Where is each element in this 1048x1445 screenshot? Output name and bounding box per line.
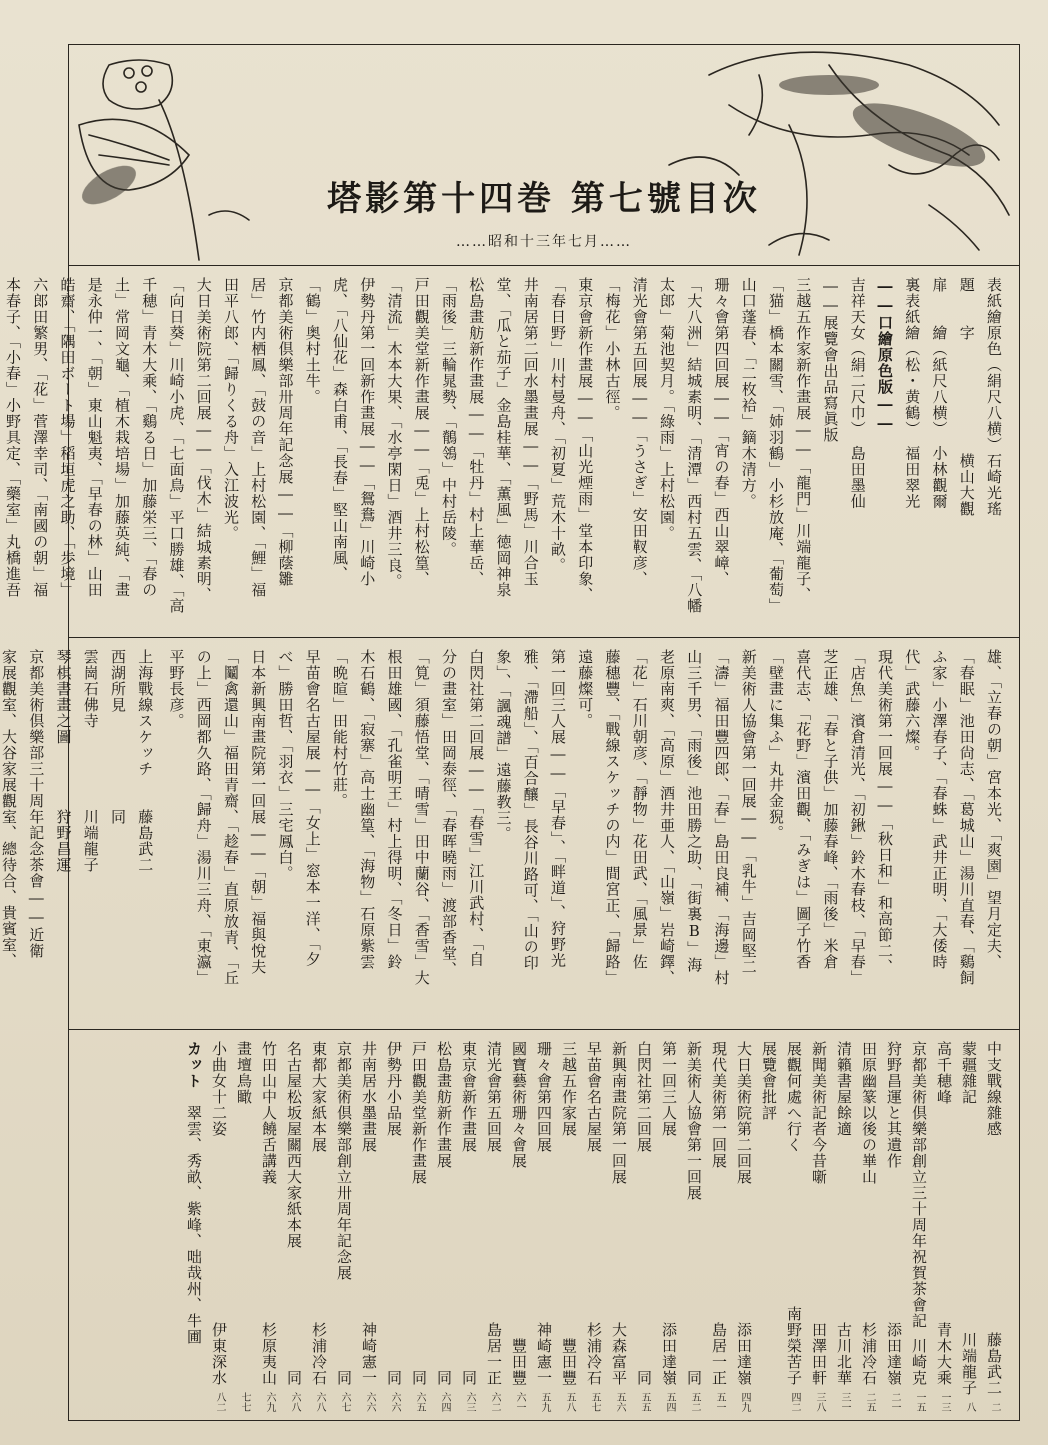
article-page: 五九: [539, 1392, 550, 1412]
article-entry: [309, 1041, 330, 1412]
article-title: 伊勢丹小品展: [385, 1041, 403, 1137]
article-entry: [909, 1041, 930, 1412]
issue-date: ……昭和十三年七月……: [456, 234, 632, 250]
toc-line: 老原南爽、「高原」酒井亜人、「山嶺」岩崎鐸、: [658, 649, 676, 986]
article-author: 杉浦冷石: [585, 1322, 603, 1386]
toc-line: 西湖所見 同: [109, 649, 127, 825]
toc-line: 「向日葵」川崎小虎、「七面鳥」平口勝雄、「高: [167, 277, 186, 614]
article-title: 東都大家紙本展: [310, 1041, 328, 1153]
article-author: 同: [460, 1370, 478, 1386]
toc-line: ふ家」小澤春子、「春蛛」武井正明、「大倭時: [930, 649, 949, 970]
article-page: 八: [964, 1402, 975, 1412]
toc-line: 山口蓬春、「二枚袷」鏑木清方。: [739, 277, 758, 510]
article-entry: [934, 1041, 955, 1412]
article-page: 六二: [489, 1392, 500, 1412]
toc-line: 早苗會名古屋展――「女上」窓本一洋、「夕: [303, 649, 322, 968]
toc-line: 六郎田繁男、「花」菅澤幸司、「南國の朝」福: [31, 277, 50, 598]
toc-line: 堂、「瓜と茄子」金島桂華、「薫風」徳岡神泉: [494, 277, 513, 598]
section-cover-and-plates: [4, 267, 1019, 638]
article-author: 杉浦冷石: [860, 1322, 878, 1386]
toc-line: 大日美術院第二回展――「伐木」結城素明、: [194, 277, 213, 603]
toc-line: 家展觀室、大谷家展觀室、總待合、貴賓室、: [0, 649, 18, 969]
article-page: 五一: [714, 1392, 725, 1412]
article-entry: [784, 1041, 805, 1412]
toc-line: 雄、「立春の朝」宮本光、「爽園」望月定夫、: [985, 649, 1003, 970]
article-page: 六七: [339, 1392, 350, 1412]
article-entry: [859, 1041, 880, 1412]
article-page: 七七: [239, 1392, 250, 1412]
article-page: 一五: [914, 1392, 925, 1412]
article-author: 添田達嶺: [660, 1322, 678, 1386]
toc-line: 松島畫舫新作畫展――「牡丹」村上華岳、: [467, 277, 486, 587]
toc-line: 「猫」橋本關雪、「姉羽鶴」小杉放庵、「葡萄」: [767, 277, 785, 614]
toc-line: 「店魚」濱倉清光、「初鍬」鈴木春枝、「早春」: [848, 649, 867, 986]
toc-line: 「春日野」川村曼舟、「初夏」荒木十畝。: [549, 277, 567, 574]
article-page: 六六: [389, 1392, 400, 1412]
article-author: 神崎憲一: [360, 1322, 378, 1386]
article-entry: [759, 1041, 780, 1412]
article-title: 新興南畫院第一回展: [610, 1041, 628, 1185]
toc-line: 「筧」須藤悟堂、「晴雪」田中蘭谷、「香雪」大: [412, 649, 431, 986]
section-plates-continued: [0, 639, 1019, 1030]
article-author: 同: [635, 1370, 653, 1386]
article-entry: [684, 1041, 705, 1412]
article-entry: [284, 1041, 305, 1412]
toc-line: 皓齋、「隅田ボート場」稻垣虎之助、「歩境」: [58, 277, 77, 598]
toc-line: 田平八郎、「歸りくる舟」入江波光。: [222, 277, 240, 542]
article-page: 三一: [839, 1392, 850, 1412]
toc-line: 「濤」福田豐四郎、「春」島田良補、「海邊」村: [712, 649, 731, 986]
article-page: 五二: [689, 1392, 700, 1412]
toc-line: 清光會第五回展――「うさぎ」安田靫彦、: [630, 277, 649, 587]
article-entry: [659, 1041, 680, 1412]
article-entry: [234, 1041, 255, 1412]
toc-line: 白閃社第二回展――「春雪」江川武村、「自: [467, 649, 486, 968]
article-title: 展觀何處へ行く: [785, 1041, 803, 1153]
article-entry: [584, 1041, 605, 1412]
section3-columns: [69, 1031, 1019, 1418]
toc-line: 土」常岡文龜、「植木栽培場」加藤英純、「畫: [113, 277, 131, 598]
article-page: 六八: [314, 1392, 325, 1412]
toc-line: 「花」石川朝彦、「靜物」花田武、「風景」佐: [630, 649, 649, 970]
toc-line: 遠藤燦可。: [576, 649, 595, 729]
toc-line: 代」武藤六燦。: [903, 649, 922, 761]
article-author: 神崎憲一: [535, 1322, 553, 1386]
article-title: 清籟書屋餘適: [835, 1041, 853, 1137]
article-entry: [384, 1041, 405, 1412]
toc-line: 新美術人協會第一回展――「乳牛」吉岡堅二: [739, 649, 758, 975]
toc-line: 居」竹内栖鳳、「鼓の音」上村松園、「鯉」福: [249, 277, 268, 598]
cut-label: カット: [185, 1041, 203, 1089]
article-page: 八二: [214, 1392, 225, 1412]
article-page: 一三: [939, 1392, 950, 1412]
toc-line: 「壁畫に集ふ」丸井金猊。: [767, 649, 785, 841]
toc-line: 「雨後」三輪晁勢、「鶺鴒」中村岳陵。: [440, 277, 458, 558]
header: [69, 45, 1019, 266]
article-title: 清光會第五回展: [485, 1041, 503, 1153]
toc-line: 「鶴」奥村土牛。: [303, 277, 322, 405]
article-author: 豐田豐: [510, 1338, 528, 1386]
article-page: 六三: [464, 1392, 475, 1412]
toc-line: の上」西岡都久路、「歸舟」湯川三舟、「東瀛」: [194, 649, 213, 986]
article-author: 豐田豐: [560, 1338, 578, 1386]
toc-line: 分の畫室」田岡泰徑、「春晖曉雨」渡部香堂、: [440, 649, 458, 978]
article-author: 同: [285, 1370, 303, 1386]
toc-line: 平野長彦。: [167, 649, 186, 729]
article-entry: [609, 1041, 630, 1412]
toc-line: 「梅花」小林古徑。: [603, 277, 622, 421]
toc-line: 日本新興南畫院第一回展――「朝」福與悅夫: [249, 649, 268, 975]
article-page: 五五: [639, 1392, 650, 1412]
article-author: 川崎克: [910, 1338, 928, 1386]
toc-line: べ」勝田哲、「羽衣」三宅鳳白。: [276, 649, 295, 882]
toc-line: 井南居第二回水墨畫展――「野馬」川合玉: [521, 277, 540, 587]
cut-artists: 翠雲、秀畝、紫峰、咄哉州、牛圃: [185, 1089, 203, 1345]
article-title: 白閃社第二回展: [635, 1041, 653, 1153]
article-author: 古川北華: [835, 1322, 853, 1386]
article-title: 東京會新作畫展: [460, 1041, 478, 1153]
toc-line: 現代美術第一回展――「秋日和」和高節二、: [876, 649, 894, 975]
article-title: 畫壇鳥瞰: [235, 1041, 253, 1105]
toc-line: 題 字 横山大觀: [957, 277, 976, 517]
toc-line: ――展覽會出品寫眞版: [821, 277, 840, 443]
toc-line: 太郎」菊池契月。「綠雨」上村松園。: [658, 277, 676, 542]
toc-line: 裏表紙繪（松・黄鶴） 福田翠光: [903, 277, 922, 510]
toc-line: 東京會新作畫展――「山光煙雨」堂本印象、: [576, 277, 595, 603]
article-author: 南野榮苦子: [785, 1306, 803, 1386]
article-entry: [709, 1041, 730, 1412]
article-title: 中支戰線雜感: [985, 1041, 1003, 1137]
article-title: 京都美術倶樂部創立卅周年記念展: [335, 1041, 353, 1281]
article-page: 六八: [289, 1392, 300, 1412]
article-author: 同: [435, 1370, 453, 1386]
article-author: 青木大乘: [935, 1322, 953, 1386]
article-title: 珊々會第四回展: [535, 1041, 553, 1153]
article-entry: [484, 1041, 505, 1412]
toc-line: 「春眠」池田尙志、「葛城山」湯川直春、「鷄飼: [957, 649, 976, 986]
article-author: 島居一正: [710, 1322, 728, 1386]
article-page: 五四: [664, 1392, 675, 1412]
toc-line: 是永仲一、「朝」東山魁夷、「早春の林」山田: [85, 277, 104, 598]
article-page: 六六: [364, 1392, 375, 1412]
toc-line: 第一回三人展――「早春」、「畔道」、狩野光: [549, 649, 567, 969]
article-entry: [259, 1041, 280, 1412]
article-page: 五七: [589, 1392, 600, 1412]
article-entry: [884, 1041, 905, 1412]
article-page: 六四: [439, 1392, 450, 1412]
article-page: 二五: [864, 1392, 875, 1412]
toc-line: 琴棋書畫之圖 狩野昌運: [54, 649, 73, 873]
article-title: 展覽會批評: [760, 1041, 778, 1121]
article-page: 二: [989, 1402, 1000, 1412]
toc-line: 伊勢丹第一回新作畫展――「鴛鴦」川崎小: [358, 277, 377, 587]
article-title: 新聞美術記者今昔噺: [810, 1041, 828, 1185]
article-entry: [359, 1041, 380, 1412]
article-entry: [334, 1041, 355, 1412]
toc-line: 「大八洲」結城素明、「清潭」西村五雲、「八幡: [685, 277, 704, 614]
toc-line: 表紙繪原色（絹尺八横）石崎光瑤: [985, 277, 1003, 517]
article-author: 同: [685, 1370, 703, 1386]
toc-line: 三越五作家新作畫展――「龍門」川端龍子、: [794, 277, 813, 603]
article-entry: [209, 1041, 230, 1412]
article-author: 伊東深水: [210, 1322, 228, 1386]
article-title: 高千穂峰: [935, 1041, 953, 1105]
article-page: 五八: [564, 1392, 575, 1412]
toc-line: 珊々會第四回展――「宵の春」西山翠嶂、: [712, 277, 731, 587]
toc-line: 「晩暄」田能村竹莊。: [331, 649, 349, 809]
article-entry: [834, 1041, 855, 1412]
article-title: 戸田觀美堂新作畫展: [410, 1041, 428, 1185]
toc-line: 上海戰線スケッチ 藤島武二: [136, 649, 155, 873]
toc-line: 千穂」青木大乘、「鷄る日」加藤栄三、「春の: [140, 277, 159, 598]
article-page: 五六: [614, 1392, 625, 1412]
toc-line: 藤穗豐、「戰線スケッチの内」間宮正、「歸路」: [603, 649, 622, 986]
toc-line: 京都美術倶樂部三十周年記念茶會――近衛: [27, 649, 46, 959]
article-author: 大森富平: [610, 1322, 628, 1386]
article-entry: [959, 1041, 980, 1412]
article-title: 京都美術倶樂部創立三十周年祝賀茶會記: [910, 1041, 928, 1329]
article-title: 小曲女十二姿: [210, 1041, 228, 1137]
section2-columns: [0, 639, 1019, 1029]
article-author: 杉浦冷石: [310, 1322, 328, 1386]
article-author: 川端龍子: [960, 1332, 978, 1396]
article-entry: [734, 1041, 755, 1412]
article-entry: [459, 1041, 480, 1412]
article-title: 三越五作家展: [560, 1041, 578, 1137]
toc-line: 芝正雄、「春と子供」加藤春峰、「雨後」米倉: [821, 649, 840, 970]
article-title: 狩野昌運と其遺作: [885, 1041, 903, 1169]
cut-credits: [182, 1041, 205, 1412]
article-page: 二一: [889, 1392, 900, 1412]
article-title: 松島畫舫新作畫展: [435, 1041, 453, 1169]
article-title: 田原幽篆以後の崋山: [860, 1041, 878, 1185]
toc-line: 雲崗石佛寺 川端龍子: [81, 649, 100, 873]
article-entry: [534, 1041, 555, 1412]
issue-title: 塔影第十四巻 第七號目次: [327, 179, 761, 219]
article-author: 同: [385, 1370, 403, 1386]
toc-line: 山三千男、「雨後」池田勝之助、「街裏B」海: [685, 649, 704, 973]
article-author: 島居一正: [485, 1322, 503, 1386]
article-page: 四九: [739, 1392, 750, 1412]
article-title: 井南居水墨畫展: [360, 1041, 378, 1153]
article-title: 蒙疆雜記: [960, 1041, 978, 1105]
section-articles: [69, 1031, 1019, 1418]
article-author: 添田達嶺: [735, 1322, 753, 1386]
article-page: 三八: [814, 1392, 825, 1412]
toc-line: 「清流」木本大果、「水亭閑日」酒井三良。: [385, 277, 404, 590]
section1-columns: [4, 267, 1019, 637]
toc-line: 扉 繪（紙尺八横） 小林觀爾: [930, 277, 949, 510]
toc-line: 京都美術倶樂部卅周年記念展――「柳蔭雛: [276, 277, 295, 587]
article-title: 名古屋松坂屋關西大家紙本展: [285, 1041, 303, 1249]
article-author: 田澤田軒: [810, 1322, 828, 1386]
article-entry: [559, 1041, 580, 1412]
article-page: 六九: [264, 1392, 275, 1412]
article-page: 四二: [789, 1392, 800, 1412]
article-author: 同: [410, 1370, 428, 1386]
toc-line: 根田雄國、「孔雀明王」村上得明、「冬日」鈴: [385, 649, 404, 970]
toc-line: 象」、「諷魂譜」遠藤教三。: [494, 649, 513, 842]
article-author: 藤島武二: [985, 1332, 1003, 1396]
article-entry: [634, 1041, 655, 1412]
toc-line: 虎、「八仙花」森白甫、「長春」堅山南風、: [331, 277, 349, 582]
article-title: 大日美術院第二回展: [735, 1041, 753, 1185]
toc-line: 戸田觀美堂新作畫展――「兎」上村松篁、: [412, 277, 431, 587]
toc-line: 喜代志、「花野」濱田觀、「みぎは」圖子竹香: [794, 649, 813, 970]
article-page: 六一: [514, 1392, 525, 1412]
article-author: 添田達嶺: [885, 1322, 903, 1386]
toc-line: ――口繪原色版――: [876, 277, 894, 433]
article-entry: [809, 1041, 830, 1412]
toc-line: 雅、「滯船」、「百合釀」長谷川路可、「山の印: [521, 649, 540, 971]
toc-line: 「鬮禽還山」福田青齋、「趁春」直原放青、「丘: [222, 649, 240, 986]
article-title: 新美術人協會第一回展: [685, 1041, 703, 1201]
toc-line: 吉祥天女（絹二尺巾） 島田墨仙: [848, 277, 867, 510]
article-entry: [409, 1041, 430, 1412]
article-title: 早苗會名古屋展: [585, 1041, 603, 1153]
article-title: 現代美術第一回展: [710, 1041, 728, 1169]
article-title: 竹田山中人饒舌講義: [260, 1041, 278, 1185]
article-title: 第一回三人展: [660, 1041, 678, 1137]
article-author: 杉原夷山: [260, 1322, 278, 1386]
article-entry: [509, 1041, 530, 1412]
article-page: 六五: [414, 1392, 425, 1412]
article-entry: [984, 1041, 1005, 1412]
toc-line: 本春子、「小春」小野具定、「藥室」丸橋進吾: [4, 277, 22, 598]
toc-line: 木石鶴、「寂寨」高士幽篁、「海物」石原紫雲: [358, 649, 377, 970]
contents-frame: [0, 44, 1020, 1421]
article-author: 同: [335, 1370, 353, 1386]
article-entry: [434, 1041, 455, 1412]
article-title: 國寶藝術珊々會展: [510, 1041, 528, 1169]
